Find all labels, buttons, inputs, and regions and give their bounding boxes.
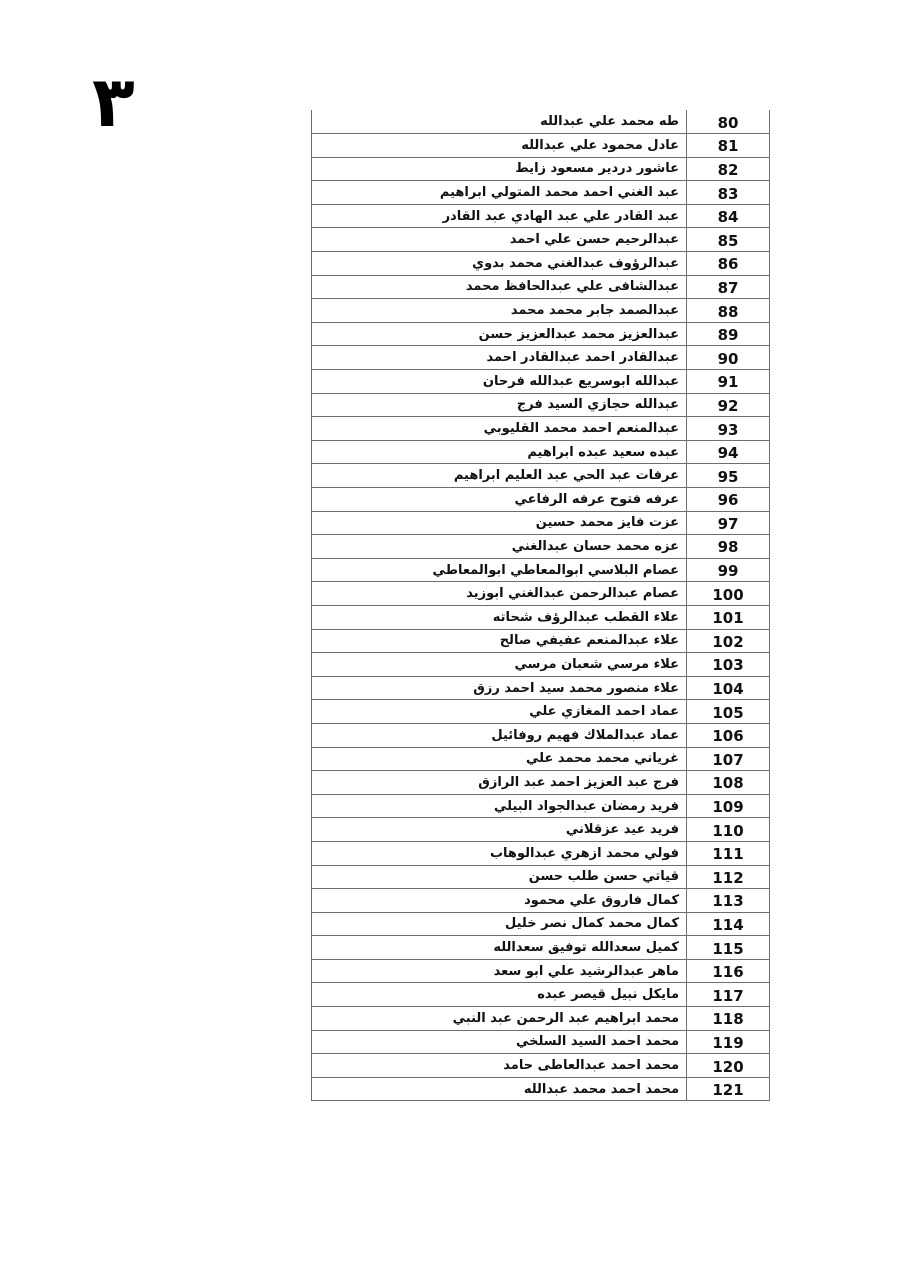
number-cell: 120 — [687, 1054, 770, 1078]
table-row — [312, 582, 770, 606]
table-row — [312, 653, 770, 677]
table-row — [312, 134, 770, 158]
number-cell: 105 — [687, 700, 770, 724]
table-row — [312, 275, 770, 299]
number-cell: 89 — [687, 322, 770, 346]
page-number: ٣ — [92, 61, 135, 143]
table-row — [312, 299, 770, 323]
number-cell: 93 — [687, 417, 770, 441]
table-row — [312, 535, 770, 559]
table-row — [312, 676, 770, 700]
number-cell: 80 — [687, 110, 770, 134]
number-cell: 107 — [687, 747, 770, 771]
table-row — [312, 511, 770, 535]
name-cell: عزه محمد حسان عبدالغني — [312, 535, 687, 559]
name-cell: عبدالرؤوف عبدالغني محمد بدوي — [312, 252, 687, 276]
number-cell: 99 — [687, 558, 770, 582]
number-cell: 83 — [687, 181, 770, 205]
name-cell: عبدالقادر احمد عبدالقادر احمد — [312, 346, 687, 370]
number-cell: 87 — [687, 275, 770, 299]
number-cell: 85 — [687, 228, 770, 252]
name-cell: عادل محمود علي عبدالله — [312, 134, 687, 158]
name-cell: عرفات عبد الحي عبد العليم ابراهيم — [312, 464, 687, 488]
number-cell: 119 — [687, 1030, 770, 1054]
number-cell: 102 — [687, 629, 770, 653]
name-cell: عماد احمد المغازي علي — [312, 700, 687, 724]
name-cell: كمال فاروق علي محمود — [312, 889, 687, 913]
name-cell: علاء مرسي شعبان مرسي — [312, 653, 687, 677]
table-row — [312, 417, 770, 441]
name-cell: علاء منصور محمد سيد احمد رزق — [312, 676, 687, 700]
number-cell: 117 — [687, 983, 770, 1007]
name-cell: محمد احمد عبدالعاطى حامد — [312, 1054, 687, 1078]
number-cell: 100 — [687, 582, 770, 606]
name-cell: علاء عبدالمنعم عفيفي صالح — [312, 629, 687, 653]
table-row — [312, 629, 770, 653]
name-cell: عبدالمنعم احمد محمد القليوبي — [312, 417, 687, 441]
name-cell: عبدالله حجازي السيد فرج — [312, 393, 687, 417]
table-row — [312, 889, 770, 913]
table-row — [312, 723, 770, 747]
table-row — [312, 110, 770, 134]
name-cell: عزت فايز محمد حسين — [312, 511, 687, 535]
name-cell: عبدالرحيم حسن علي احمد — [312, 228, 687, 252]
name-cell: فريد عيد عزقلاني — [312, 818, 687, 842]
name-cell: عبدالعزيز محمد عبدالعزيز حسن — [312, 322, 687, 346]
name-cell: محمد احمد السيد السلخي — [312, 1030, 687, 1054]
name-cell: عاشور دردير مسعود زايط — [312, 157, 687, 181]
number-cell: 116 — [687, 959, 770, 983]
number-cell: 91 — [687, 370, 770, 394]
table-row — [312, 1054, 770, 1078]
name-cell: عبدالشافى علي عبدالحافظ محمد — [312, 275, 687, 299]
name-cell: طه محمد علي عبدالله — [312, 110, 687, 134]
name-cell: عبد الغني احمد محمد المتولي ابراهيم — [312, 181, 687, 205]
table-row — [312, 841, 770, 865]
name-cell: عبده سعيد عبده ابراهيم — [312, 440, 687, 464]
table-row — [312, 700, 770, 724]
number-cell: 113 — [687, 889, 770, 913]
number-cell: 106 — [687, 723, 770, 747]
table-row — [312, 488, 770, 512]
name-cell: محمد احمد محمد عبدالله — [312, 1077, 687, 1101]
name-cell: كمال محمد كمال نصر خليل — [312, 912, 687, 936]
name-cell: عبدالله ابوسريع عبدالله فرحان — [312, 370, 687, 394]
table-row — [312, 252, 770, 276]
number-cell: 97 — [687, 511, 770, 535]
table-row — [312, 204, 770, 228]
table-row — [312, 794, 770, 818]
name-cell: عبدالصمد جابر محمد محمد — [312, 299, 687, 323]
table-row — [312, 558, 770, 582]
name-cell: عصام البلاسي ابوالمعاطي ابوالمعاطي — [312, 558, 687, 582]
number-cell: 82 — [687, 157, 770, 181]
table-row — [312, 1077, 770, 1101]
number-cell: 108 — [687, 771, 770, 795]
name-cell: عرفه فتوح عرفه الرفاعي — [312, 488, 687, 512]
number-cell: 90 — [687, 346, 770, 370]
number-cell: 114 — [687, 912, 770, 936]
number-cell: 121 — [687, 1077, 770, 1101]
table-row — [312, 605, 770, 629]
table-row — [312, 322, 770, 346]
table-row — [312, 959, 770, 983]
table-row — [312, 771, 770, 795]
name-cell: كميل سعدالله توفيق سعدالله — [312, 936, 687, 960]
table-row — [312, 1030, 770, 1054]
table-row — [312, 157, 770, 181]
name-cell: قياتي حسن طلب حسن — [312, 865, 687, 889]
number-cell: 118 — [687, 1007, 770, 1031]
table-row — [312, 936, 770, 960]
name-cell: عماد عبدالملاك فهيم روفائيل — [312, 723, 687, 747]
number-cell: 115 — [687, 936, 770, 960]
table-row — [312, 228, 770, 252]
table-row — [312, 818, 770, 842]
name-cell: عبد القادر علي عبد الهادي عبد القادر — [312, 204, 687, 228]
name-cell: فريد رمضان عبدالجواد البيلي — [312, 794, 687, 818]
name-cell: مايكل نبيل قيصر عبده — [312, 983, 687, 1007]
number-cell: 84 — [687, 204, 770, 228]
number-cell: 86 — [687, 252, 770, 276]
table-row — [312, 983, 770, 1007]
table-row — [312, 346, 770, 370]
number-cell: 111 — [687, 841, 770, 865]
table-row — [312, 440, 770, 464]
name-cell: ماهر عبدالرشيد علي ابو سعد — [312, 959, 687, 983]
number-cell: 98 — [687, 535, 770, 559]
number-cell: 104 — [687, 676, 770, 700]
table-row — [312, 865, 770, 889]
number-cell: 94 — [687, 440, 770, 464]
number-cell: 92 — [687, 393, 770, 417]
names-table-body — [312, 110, 770, 1101]
number-cell: 95 — [687, 464, 770, 488]
name-cell: فرج عبد العزيز احمد عبد الرازق — [312, 771, 687, 795]
table-row — [312, 912, 770, 936]
number-cell: 96 — [687, 488, 770, 512]
name-cell: فولي محمد ازهري عبدالوهاب — [312, 841, 687, 865]
name-cell: علاء القطب عبدالرؤف شحاته — [312, 605, 687, 629]
name-cell: محمد ابراهيم عبد الرحمن عبد النبي — [312, 1007, 687, 1031]
names-table — [311, 110, 770, 1101]
name-cell: عصام عبدالرحمن عبدالغني ابوزيد — [312, 582, 687, 606]
table-row — [312, 1007, 770, 1031]
number-cell: 112 — [687, 865, 770, 889]
number-cell: 88 — [687, 299, 770, 323]
number-cell: 110 — [687, 818, 770, 842]
number-cell: 101 — [687, 605, 770, 629]
number-cell: 103 — [687, 653, 770, 677]
table-row — [312, 181, 770, 205]
table-row — [312, 393, 770, 417]
name-cell: غرياني محمد محمد علي — [312, 747, 687, 771]
number-cell: 109 — [687, 794, 770, 818]
table-row — [312, 464, 770, 488]
number-cell: 81 — [687, 134, 770, 158]
table-row — [312, 370, 770, 394]
table-row — [312, 747, 770, 771]
